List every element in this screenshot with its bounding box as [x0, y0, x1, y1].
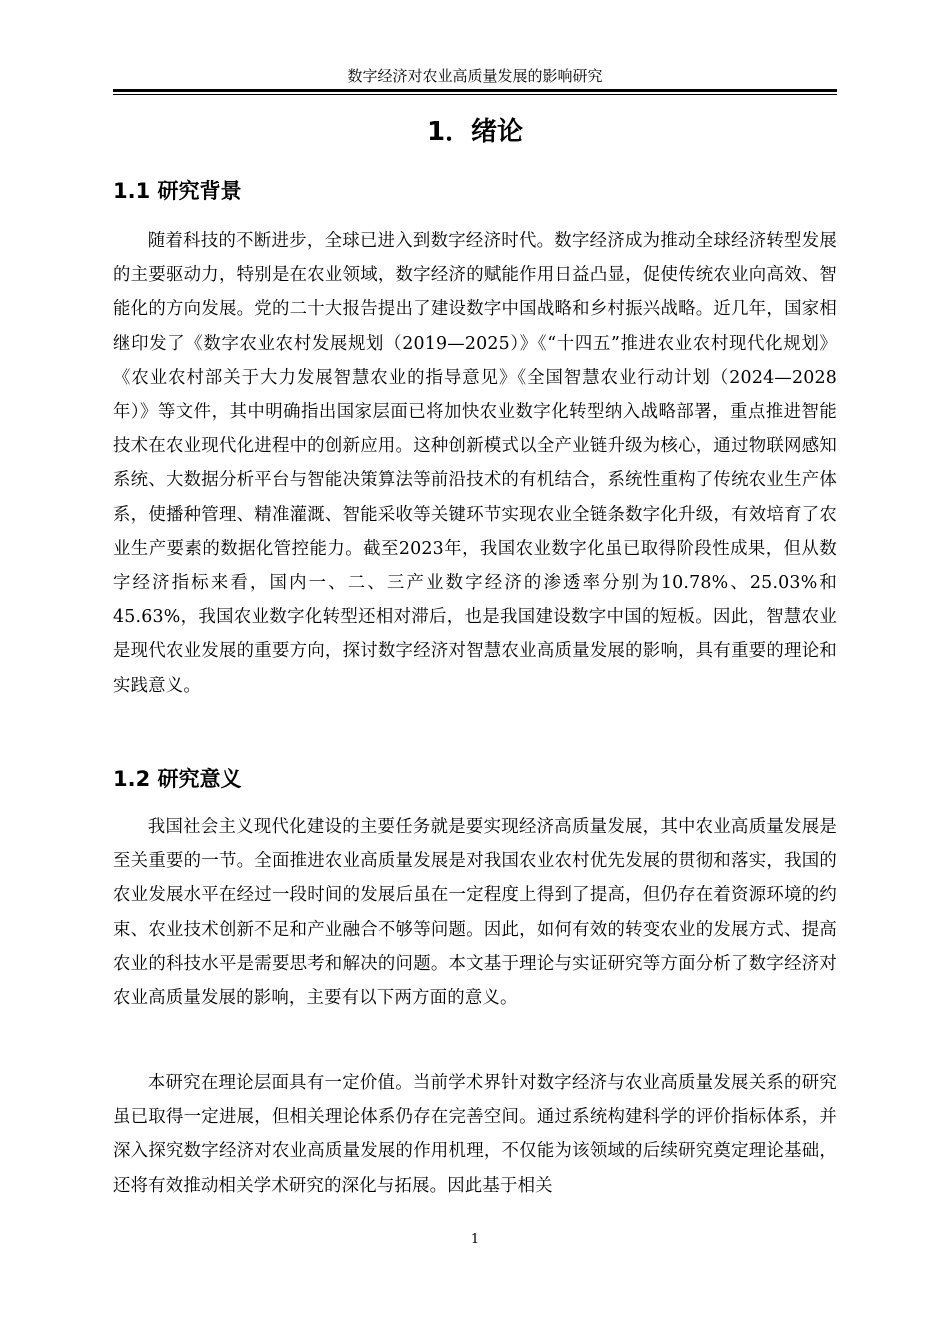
header-rule-thick [113, 89, 837, 92]
header-rule-thin [113, 94, 837, 95]
section-heading-background: 1.1 研究背景 [113, 179, 242, 203]
paragraph-significance-1: 我国社会主义现代化建设的主要任务就是要实现经济高质量发展，其中农业高质量发展是至关重要的一节。全面推进农业高质量发展是对我国农业农村优先发展的贯彻和落实，我国的农业发展水平在经过一段时间的发展后虽在一定程度上得到了提高，但仍存在着资源环境的约束、农业技术创新不足和产业融合不够等问题。因此，如何有效的转变农业的发展方式、提高农业的科技水平是需要思考和解决的问题。本文基于理论与实证研究等方面分析了数字经济对农业高质量发展的影响，主要有以下两方面的意义。 [113, 817, 837, 1009]
paragraph-background: 随着科技的不断进步，全球已进入到数字经济时代。数字经济成为推动全球经济转型发展的主要驱动力，特别是在农业领域，数字经济的赋能作用日益凸显，促使传统农业向高效、智能化的方向发展。党的二十大报告提出了建设数字中国战略和乡村振兴战略。近几年，国家相继印发了《数字农业农村发展规划（2019—2025）》《“十四五”推进农业农村现代化规划》《农业农村部关于大力发展智慧农业的指导意见》《全国智慧农业行动计划（2024—2028年）》等文件，其中明确指出国家层面已将加快农业数字化转型纳入战略部署，重点推进智能技术在农业现代化进程中的创新应用。这种创新模式以全产业链升级为核心，通过物联网感知系统、大数据分析平台与智能决策算法等前沿技术的有机结合，系统性重构了传统农业生产体系，使播种管理、精准灌溉、智能采收等关键环节实现农业全链条数字化升级，有效培育了农业生产要素的数据化管控能力。截至2023年，我国农业数字化虽已取得阶段性成果，但从数字经济指标来看，国内一、二、三产业数字经济的渗透率分别为10.78%、25.03%和45.63%，我国农业数字化转型还相对滞后，也是我国建设数字中国的短板。因此，智慧农业是现代农业发展的重要方向，探讨数字经济对智慧农业高质量发展的影响，具有重要的理论和实践意义。 [113, 231, 837, 696]
paragraph-significance-2: 本研究在理论层面具有一定价值。当前学术界针对数字经济与农业高质量发展关系的研究虽已取得一定进展，但相关理论体系仍存在完善空间。通过系统构建科学的评价指标体系，并深入探究数字经济对农业高质量发展的作用机理，不仅能为该领域的后续研究奠定理论基础，还将有效推动相关学术研究的深化与拓展。因此基于相关 [113, 1073, 837, 1196]
chapter-title: 1．绪论 [426, 117, 524, 147]
running-header: 数字经济对农业高质量发展的影响研究 [347, 67, 603, 85]
page-number: 1 [470, 1232, 480, 1247]
section-heading-significance: 1.2 研究意义 [113, 767, 242, 791]
